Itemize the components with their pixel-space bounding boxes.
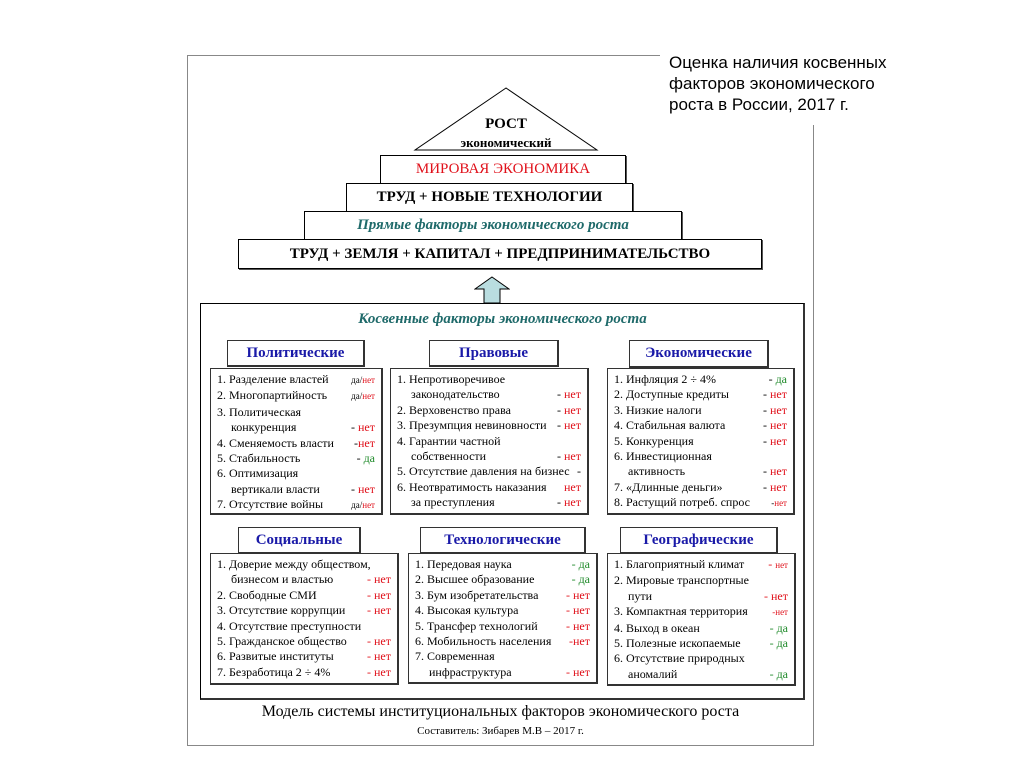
factor-item xyxy=(397,403,581,418)
assessment-part: - xyxy=(354,435,358,450)
factor-text: за преступления xyxy=(411,495,495,510)
factor-item xyxy=(614,387,787,402)
factor-text: 1. Непротиворечивое xyxy=(397,372,506,386)
assessment-part: - xyxy=(772,607,776,618)
assessment-part: - xyxy=(571,557,579,571)
assessment-part: нет xyxy=(573,618,590,633)
factor-item xyxy=(614,651,788,666)
factor-item xyxy=(614,667,788,682)
assessment-part: нет xyxy=(358,481,375,496)
assessment-part: нет xyxy=(770,402,787,417)
factor-assessment xyxy=(367,572,391,587)
factor-assessment xyxy=(367,603,391,618)
factor-text: 1. Благоприятный климат xyxy=(614,557,745,571)
factor-assessment xyxy=(763,403,787,418)
factor-assessment xyxy=(771,495,787,511)
growth-label: РОСТ xyxy=(485,116,527,132)
factor-text: 6. Отсутствие природных xyxy=(614,651,745,666)
factor-item xyxy=(415,665,590,680)
factor-item xyxy=(217,665,391,680)
assessment-part: - xyxy=(566,587,573,602)
assessment-part: да xyxy=(776,666,788,681)
assessment-part: - xyxy=(769,666,777,681)
frame-border xyxy=(187,55,660,56)
direct-factors-box: Прямые факторы экономического роста xyxy=(304,211,682,240)
assessment-part: - xyxy=(763,402,770,417)
factor-text: законодательство xyxy=(411,387,500,402)
factor-assessment xyxy=(367,649,391,664)
factor-item xyxy=(217,372,375,388)
factor-item xyxy=(397,372,581,387)
assessment-part: - xyxy=(351,420,358,435)
factor-item xyxy=(415,557,590,572)
assessment-part: - xyxy=(351,481,358,496)
factor-item xyxy=(217,557,391,572)
factor-text: 1. Доверие между обществом, xyxy=(217,557,371,571)
factor-item xyxy=(397,480,581,495)
assessment-part: нет xyxy=(564,402,581,417)
assessment-part: - xyxy=(764,588,771,603)
factor-item xyxy=(415,649,590,664)
factor-item xyxy=(614,434,787,449)
assessment-part: нет xyxy=(374,649,391,664)
assessment-part: нет xyxy=(374,664,391,679)
assessment-part: - xyxy=(768,372,776,386)
assessment-part: нет xyxy=(771,588,788,603)
factor-text: 4. Гарантии частной xyxy=(397,433,501,448)
assessment-part: нет xyxy=(770,464,787,479)
factor-text: 4. Высокая культура xyxy=(415,603,519,618)
factor-text: 3. Низкие налоги xyxy=(614,402,702,417)
factor-item xyxy=(397,449,581,464)
assessment-part: да xyxy=(776,620,788,635)
factor-item xyxy=(614,636,788,651)
factor-assessment xyxy=(772,604,788,620)
category-header: Политические xyxy=(227,340,365,367)
factor-text: инфраструктура xyxy=(429,664,512,679)
factor-text: конкуренция xyxy=(231,420,297,435)
factor-assessment xyxy=(351,372,375,388)
assessment-part: нет xyxy=(564,387,581,402)
factor-item xyxy=(217,436,375,451)
assessment-part: нет xyxy=(358,420,375,435)
factor-item xyxy=(614,480,787,495)
factor-item xyxy=(614,589,788,604)
factor-text: 6. Неотвратимость наказания xyxy=(397,479,547,494)
assessment-part: нет xyxy=(770,433,787,448)
assessment-part: - xyxy=(367,649,374,664)
factor-assessment xyxy=(768,557,788,573)
factor-item xyxy=(397,418,581,433)
factor-item xyxy=(217,466,375,481)
factor-item xyxy=(614,372,787,387)
assessment-part: - xyxy=(769,636,777,651)
factor-assessment xyxy=(566,588,590,603)
frame-border xyxy=(187,55,188,745)
assessment-part: - xyxy=(771,498,775,509)
indirect-factors-title: Косвенные факторы экономического роста xyxy=(358,311,647,327)
assessment-part: - xyxy=(566,618,573,633)
factor-text: 5. Трансфер технологий xyxy=(415,618,538,633)
assessment-part: нет xyxy=(774,498,787,509)
factor-text: 3. Бум изобретательства xyxy=(415,587,539,602)
assessment-part: - xyxy=(566,664,573,679)
factor-text: 3. Презумпция невиновности xyxy=(397,418,547,433)
factor-text: 6. Инвестиционная xyxy=(614,449,712,464)
assessment-part: да xyxy=(578,557,590,571)
factor-assessment xyxy=(763,480,787,495)
factor-text: 3. Политическая xyxy=(217,404,302,419)
factor-assessment xyxy=(557,418,581,433)
factor-item xyxy=(614,557,788,573)
factor-text: 6. Оптимизация xyxy=(217,466,299,481)
assessment-part: нет xyxy=(362,391,375,402)
factor-text: 5. Полезные ископаемые xyxy=(614,636,741,651)
factor-item xyxy=(217,482,375,497)
factor-text: аномалий xyxy=(628,666,678,681)
assessment-part: - xyxy=(763,464,770,479)
factor-text: собственности xyxy=(411,449,487,464)
frame-border xyxy=(187,745,814,746)
factor-assessment xyxy=(557,387,581,402)
factor-list xyxy=(210,553,399,685)
factor-assessment xyxy=(351,388,375,404)
factor-list xyxy=(210,368,383,515)
factor-list xyxy=(607,368,795,515)
factor-text: 2. Высшее образование xyxy=(415,572,535,587)
factor-assessment xyxy=(566,603,590,618)
assessment-part: - xyxy=(367,634,374,649)
factor-assessment xyxy=(763,464,787,479)
factor-item xyxy=(217,649,391,664)
assessment-part: нет xyxy=(564,495,581,510)
factor-item xyxy=(397,434,581,449)
assessment-part: нет xyxy=(374,587,391,602)
factor-text: 6. Мобильность населения xyxy=(415,634,552,649)
factor-text: 3. Компактная территория xyxy=(614,604,748,619)
labor-tech-box: ТРУД + НОВЫЕ ТЕХНОЛОГИИ xyxy=(346,183,633,212)
assessment-part: - xyxy=(557,449,564,464)
factor-text: 2. Многопартийность xyxy=(217,388,328,403)
arrow-up-icon xyxy=(474,276,510,304)
factor-text: 2. Доступные кредиты xyxy=(614,387,729,402)
factor-list xyxy=(607,553,796,686)
assessment-part: - xyxy=(763,418,770,433)
factor-assessment xyxy=(357,451,375,466)
assessment-part: да/ xyxy=(351,391,363,402)
assessment-part: нет xyxy=(362,500,375,511)
factor-text: 5. Отсутствие давления на бизнес xyxy=(397,464,570,479)
assessment-part: нет xyxy=(775,560,788,570)
factor-item xyxy=(217,420,375,435)
assessment-part: - xyxy=(367,572,374,587)
factor-item xyxy=(614,449,787,464)
factor-item xyxy=(614,573,788,588)
factor-text: 7. Безработица 2 ÷ 4% xyxy=(217,664,331,679)
author-credit: Составитель: Зибарев М.В – 2017 г. xyxy=(417,725,584,737)
factor-text: 6. Развитые институты xyxy=(217,649,334,664)
factor-text: 5. Гражданское общество xyxy=(217,634,347,649)
factor-text: 4. Отсутствие преступности xyxy=(217,618,362,633)
factor-assessment xyxy=(367,634,391,649)
factor-item xyxy=(415,619,590,634)
assessment-part: - xyxy=(557,418,564,433)
factor-item xyxy=(614,464,787,479)
factor-assessment xyxy=(569,634,590,649)
slide-title: Оценка наличия косвенных факторов экономического роста в России, 2017 г. xyxy=(669,53,887,114)
factor-assessment xyxy=(763,418,787,433)
assessment-part: да xyxy=(578,572,590,587)
factor-text: 3. Отсутствие коррупции xyxy=(217,603,346,618)
assessment-part: да/ xyxy=(351,500,363,511)
assessment-part: - xyxy=(557,387,564,402)
assessment-part: нет xyxy=(564,449,581,464)
assessment-part: - xyxy=(367,587,374,602)
base-factors-box: ТРУД + ЗЕМЛЯ + КАПИТАЛ + ПРЕДПРИНИМАТЕЛЬСТВО xyxy=(238,239,762,269)
factor-text: 1. Разделение властей xyxy=(217,372,329,386)
factor-text: 1. Инфляция 2 ÷ 4% xyxy=(614,372,717,386)
category-header: Технологические xyxy=(420,527,586,554)
factor-item xyxy=(614,621,788,636)
category-header: Экономические xyxy=(629,340,769,368)
factor-text: 1. Передовая наука xyxy=(415,557,512,571)
assessment-part: - xyxy=(356,451,364,466)
assessment-part: - xyxy=(557,402,564,417)
world-economy-box: МИРОВАЯ ЭКОНОМИКА xyxy=(380,155,626,184)
factor-item xyxy=(217,619,391,634)
factor-list xyxy=(390,368,589,515)
factor-assessment xyxy=(557,403,581,418)
factor-item xyxy=(614,403,787,418)
assessment-part: нет xyxy=(573,603,590,618)
assessment-part: нет xyxy=(358,435,375,450)
assessment-part: нет xyxy=(573,587,590,602)
factor-assessment xyxy=(367,588,391,603)
category-header: Географические xyxy=(620,527,778,554)
factor-assessment xyxy=(769,372,787,387)
factor-item xyxy=(217,572,391,587)
factor-text: 7. «Длинные деньги» xyxy=(614,479,723,494)
factor-assessment xyxy=(770,621,788,636)
factor-assessment xyxy=(351,420,375,435)
factor-item xyxy=(217,451,375,466)
factor-item xyxy=(397,464,581,479)
assessment-part: да xyxy=(775,372,787,386)
assessment-part: - xyxy=(577,464,581,479)
assessment-part: - xyxy=(763,433,770,448)
factor-item xyxy=(217,588,391,603)
assessment-part: нет xyxy=(362,375,375,385)
factor-assessment xyxy=(763,387,787,402)
economic-label: экономический xyxy=(460,135,552,150)
factor-text: активность xyxy=(628,464,686,479)
factor-assessment xyxy=(763,434,787,449)
assessment-part: нет xyxy=(374,634,391,649)
assessment-part: - xyxy=(367,603,374,618)
assessment-part: да xyxy=(776,636,788,651)
assessment-part: нет xyxy=(374,603,391,618)
factor-text: 4. Сменяемость власти xyxy=(217,435,334,450)
factor-text: 4. Выход в океан xyxy=(614,620,700,635)
factor-assessment xyxy=(351,482,375,497)
factor-item xyxy=(415,588,590,603)
factor-assessment xyxy=(557,495,581,510)
factor-assessment xyxy=(764,589,788,604)
factor-assessment xyxy=(770,636,788,651)
assessment-part: нет xyxy=(770,479,787,494)
factor-list xyxy=(408,553,598,684)
assessment-part: - xyxy=(763,387,770,402)
factor-text: 4. Стабильная валюта xyxy=(614,418,726,433)
assessment-part: нет xyxy=(564,418,581,433)
factor-item xyxy=(217,497,375,513)
assessment-part: - xyxy=(566,603,573,618)
assessment-part: - xyxy=(571,572,579,587)
factor-item xyxy=(217,405,375,420)
factor-assessment xyxy=(577,464,581,479)
assessment-part: - xyxy=(569,634,573,649)
factor-item xyxy=(614,495,787,511)
factor-assessment xyxy=(572,572,590,587)
factor-assessment xyxy=(351,497,375,513)
factor-item xyxy=(415,572,590,587)
diagram-caption: Модель системы институциональных факторов экономического роста xyxy=(261,703,740,720)
factor-text: 2. Мировые транспортные xyxy=(614,573,749,588)
assessment-part: - xyxy=(768,557,776,571)
factor-assessment xyxy=(770,667,788,682)
factor-item xyxy=(415,634,590,649)
assessment-part: нет xyxy=(564,479,581,494)
factor-text: 8. Растущий потреб. спрос xyxy=(614,495,750,510)
factor-assessment xyxy=(566,619,590,634)
factor-text: 5. Конкуренция xyxy=(614,433,694,448)
factor-item xyxy=(217,634,391,649)
assessment-part: нет xyxy=(573,664,590,679)
assessment-part: нет xyxy=(374,572,391,587)
factor-item xyxy=(614,604,788,620)
factor-assessment xyxy=(564,480,581,495)
factor-item xyxy=(397,495,581,510)
factor-text: пути xyxy=(628,588,653,603)
assessment-part: нет xyxy=(770,418,787,433)
factor-text: 5. Стабильность xyxy=(217,451,301,466)
factor-item xyxy=(614,418,787,433)
factor-item xyxy=(217,388,375,404)
factor-item xyxy=(397,387,581,402)
factor-assessment xyxy=(354,436,375,451)
factor-text: 2. Верховенство права xyxy=(397,402,511,417)
factor-text: 7. Современная xyxy=(415,649,495,664)
assessment-part: нет xyxy=(770,387,787,402)
factor-text: 7. Отсутствие войны xyxy=(217,497,324,512)
factor-text: вертикали власти xyxy=(231,481,320,496)
assessment-part: нет xyxy=(775,607,788,618)
factor-assessment xyxy=(572,557,590,572)
factor-text: 2. Свободные СМИ xyxy=(217,587,317,602)
assessment-part: да/ xyxy=(351,375,363,385)
assessment-part: - xyxy=(557,495,564,510)
factor-item xyxy=(415,603,590,618)
assessment-part: - xyxy=(769,620,777,635)
assessment-part: - xyxy=(763,479,770,494)
category-header: Социальные xyxy=(238,527,361,554)
category-header: Правовые xyxy=(429,340,559,367)
factor-item xyxy=(217,603,391,618)
assessment-part: - xyxy=(367,664,374,679)
factor-text: бизнесом и властью xyxy=(231,572,334,587)
assessment-part: да xyxy=(363,451,375,466)
factor-assessment xyxy=(566,665,590,680)
factor-assessment xyxy=(557,449,581,464)
factor-assessment xyxy=(367,665,391,680)
assessment-part: нет xyxy=(573,634,590,649)
frame-border xyxy=(813,125,814,745)
